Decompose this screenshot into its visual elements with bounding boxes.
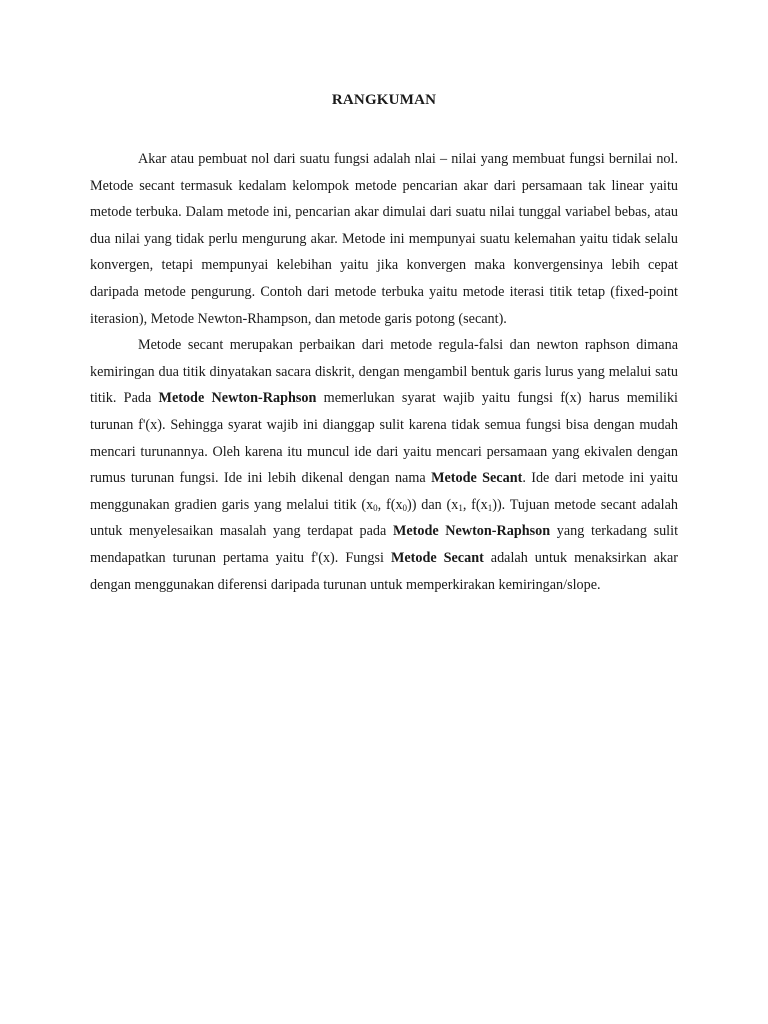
subscript-0: 0: [402, 502, 408, 513]
document-title: RANGKUMAN: [331, 92, 437, 108]
bold-term-newton-raphson-2: Metode Newton-Raphson: [392, 523, 551, 540]
subscript-0: 0: [373, 502, 378, 513]
document-body: [90, 146, 678, 598]
paragraph-2-text-4: , f(x: [377, 496, 403, 513]
bold-term-metode-secant-1: Metode Secant: [431, 470, 523, 487]
paragraph-1: Akar atau pembuat nol dari suatu fungsi adalah nlai – nilai yang membuat fungsi bernilai nol. Metode secant termasuk kedalam kelompok metode pencarian akar dari persamaan tak linear yaitu metode terbuka. Dalam metode ini, pencarian akar dimulai dari suatu nilai tunggal variabel bebas, atau dua nilai yang tidak perlu mengurung akar. Metode ini mempunyai suatu kelemahan yaitu tidak selalu konvergen, tetapi mempunyai kelebihan yaitu jika konvergen maka konvergensinya lebih cepat daripada metode pengurung. Contoh dari metode terbuka yaitu metode iterasi titik tetap (fixed-point iterasion), Metode Newton-Rhampson, dan metode garis potong (secant).: [90, 151, 678, 327]
paragraph-2: [90, 332, 678, 598]
paragraph-2-text-2: memerlukan syarat wajib yaitu fungsi f(x) harus memiliki turunan f'(x). Sehingga syarat wajib ini dianggap sulit karena tidak semua fungsi bisa dengan mudah mencari turunannya. Oleh karena itu muncul ide dari yaitu mencari persamaan yang ekivalen dengan rumus turunan fungsi. Ide ini lebih dikenal dengan nama: [90, 390, 678, 487]
paragraph-2-text-7: )). Tujuan metode secant adalah untuk menyelesaikan masalah yang terdapat pada: [90, 496, 678, 540]
subscript-1: 1: [458, 502, 463, 513]
paragraph-2-text-9: adalah untuk menaksirkan akar dengan menggunakan diferensi daripada turunan untuk memperkirakan kemiringan/slope.: [90, 549, 678, 593]
paragraph-2-text-1: Metode secant merupakan perbaikan dari metode regula-falsi dan newton raphson dimana kemiringan dua titik dinyatakan sacara diskrit, dengan mengambil bentuk garis lurus yang melalui satu titik. Pada: [90, 337, 678, 407]
paragraph-2-text-3: . Ide dari metode ini yaitu menggunakan gradien garis yang melalui titik (x: [90, 470, 678, 513]
bold-term-newton-raphson-1: Metode Newton-Raphson: [158, 390, 317, 407]
paragraph-2-text-8: yang terkadang sulit mendapatkan turunan pertama yaitu f'(x). Fungsi: [90, 523, 679, 566]
bold-term-metode-secant-2: Metode Secant: [390, 549, 484, 566]
subscript-1: 1: [487, 502, 493, 513]
paragraph-2-text-6: , f(x: [462, 496, 488, 513]
paragraph-2-text-5: )) dan (x: [407, 496, 459, 513]
